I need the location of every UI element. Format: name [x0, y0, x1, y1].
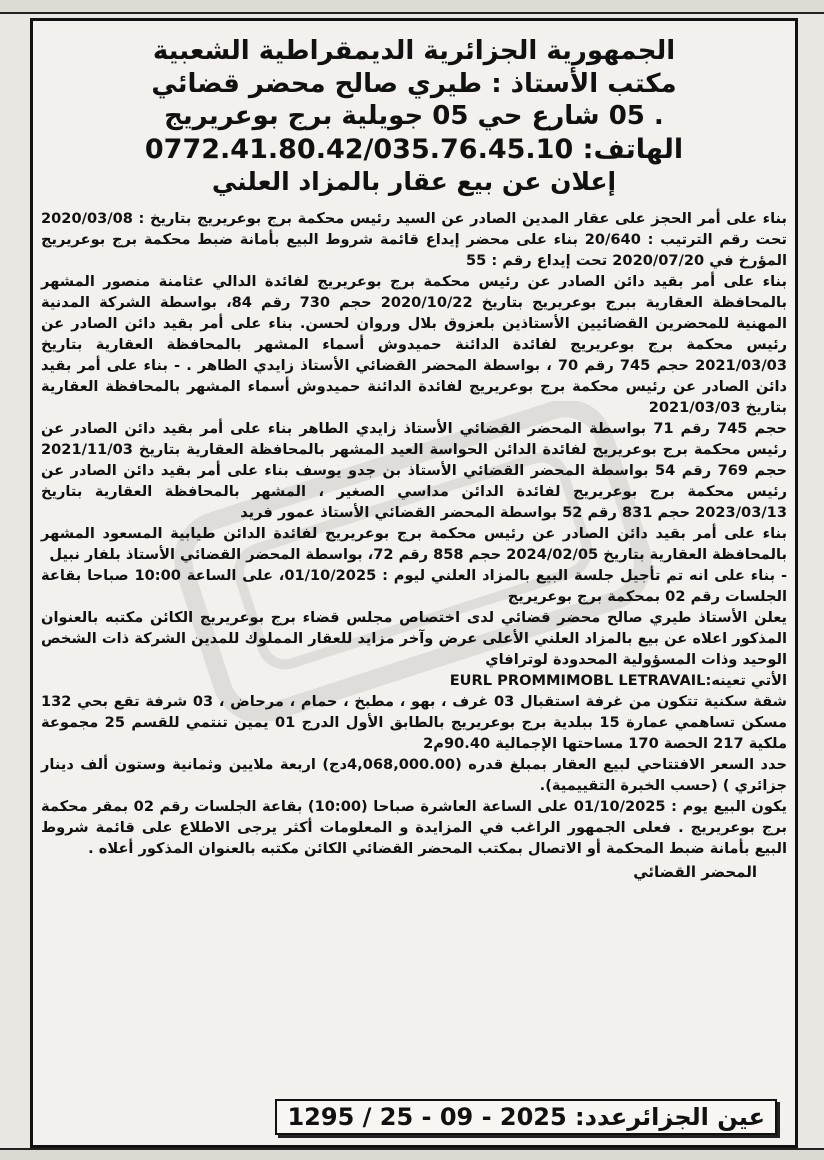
paragraph-announcement: يعلن الأستاذ طيري صالح محضر قضائي لدى اختصاص مجلس قضاء برج بوعريريج الكائن مكتبه بالعنوان المذكور اعلاه عن بيع بالمزاد العلني الأعلى عرض وآخر مزايد للعقار المملوك للمدين الشركة ذات الشخص الوحيد وذات المسؤولية المحدودة لوترافاي: [41, 608, 787, 668]
bottom-page-edge: [0, 1148, 824, 1160]
paragraph-postponement: - بناء على انه تم تأجيل جلسة البيع بالمزاد العلني ليوم : 01/10/2025، على الساعة 10:00 صباحا بقاعة الجلسات رقم 02 بمحكمة برج بوعريريج: [41, 566, 788, 605]
paragraph-creditor-1: بناء على أمر بقيد دائن الصادر عن رئيس محكمة برج بوعريريج لفائدة الدالي عثامنة منصور المشهر بالمحافظة العقارية ببرج بوعريريج بتاريخ 2020/10/22 حجم 730 رقم 84، بواسطة الشركة المدنية المهنية للمحضرين القضائيين الأستاذين بلعزوق بلال وروان لحسن. بناء على أمر بقيد دائن الصادر عن رئيس محكمة برج بوعريريج لفائدة الدائنة حميدوش أسماء المشهر بالمحافظة العقارية بتاريخ 2021/03/03 حجم 745 رقم 70 ، بواسطة المحضر القضائي الأستاذ زايدي الطاهر . - بناء على أمر بقيد دائن الصادر عن رئيس محكمة برج بوعريريج لفائدة الدائنة حميدوش أسماء المشهر بالمحافظة العقارية بتاريخ 2021/03/03: [41, 272, 787, 416]
paragraph-company-name: الأتي تعينه:EURL PROMMIMOBL LETRAVAIL: [449, 671, 787, 689]
publication-label: عين الجزائرعدد:: [575, 1103, 765, 1131]
notice-content: [33, 21, 795, 1145]
legal-notice-frame: [30, 18, 798, 1148]
republic-title: الجمهورية الجزائرية الديمقراطية الشعبية: [152, 36, 676, 66]
paragraph-sale-date: يكون البيع يوم : 01/10/2025 على الساعة العاشرة صباحا (10:00) بقاعة الجلسات رقم 02 بمقر محكمة برج بوعريريج . فعلى الجمهور الراغب في المزايدة و المعلومات أكثر يرجى الاطلاع على قائمة شروط البيع بأمانة ضبط المحكمة أو الاتصال بمكتب المحضر القضائي الكائن مكتبه بالعنوان المذكور أعلاه .: [41, 797, 787, 857]
signature-label: المحضر القضائي: [633, 862, 757, 881]
notice-body: [41, 208, 787, 859]
notice-header: [41, 35, 787, 198]
paragraph-creditor-3: بناء على أمر بقيد دائن الصادر عن رئيس محكمة برج بوعريريج لفائدة الدائن طيابية المسعود المشهر بالمحافظة العقارية بتاريخ 2024/02/05 حجم 858 رقم 72، بواسطة المحضر القضائي الأستاذ بلفار نبيل: [41, 524, 787, 563]
phone-numbers: 0772.41.80.42/035.76.45.10: [144, 133, 574, 165]
paragraph-seizure-order: بناء على أمر الحجز على عقار المدين الصادر عن السيد رئيس محكمة برج بوعريريج بتاريخ : 2020/03/08 تحت رقم الترتيب : 20/640 بناء على محضر إيداع قائمة شروط البيع بأمانة ضبط محكمة برج بوعريريج المؤرخ في 2020/07/20 تحت إيداع رقم : 55: [41, 209, 787, 269]
phone-label: الهاتف:: [582, 133, 684, 165]
publication-reference-box: [275, 1099, 777, 1135]
paragraph-creditor-2: حجم 745 رقم 71 بواسطة المحضر القضائي الأستاذ زايدي الطاهر بناء على أمر بقيد دائن الصادر عن رئيس محكمة برج بوعريريج لفائدة الدائن الحواسة العيد المشهر بالمحافظة العقارية بتاريخ 2021/11/03 حجم 769 رقم 54 بواسطة المحضر القضائي الأستاذ بن جدو يوسف بناء على أمر بقيد دائن الصادر عن رئيس محكمة برج بوعريريج لفائدة الدائن مداسي الصغير ، المشهر بالمحافظة العقارية بتاريخ 2023/03/13 حجم 831 رقم 52 بواسطة المحضر القضائي الأستاذ عمور فريد: [41, 419, 787, 521]
paragraph-property-description: شقة سكنية تتكون من غرفة استقبال 03 غرف ، بهو ، مطبخ ، حمام ، مرحاض ، 03 شرفة تقع بحي 132 مسكن تساهمي عمارة 15 ببلدية برج بوعريريج بالطابق الأول الدرج 01 يمين تنتمي للقسم 25 مجموعة ملكية 217 الحصة 170 مساحتها الإجمالية 90.40م2: [41, 692, 788, 752]
office-address: . 05 شارع حي 05 جويلية برج بوعريريج: [164, 101, 664, 131]
footer-row: [43, 1099, 777, 1139]
paragraph-opening-price: حدد السعر الافتتاحي لبيع العقار بمبلغ قدره (4,068,000.00دج) اربعة ملايين وثمانية وستون ألف دينار جزائري ) (حسب الخبرة التقييمية).: [41, 755, 787, 794]
ad-title: إعلان عن بيع عقار بالمزاد العلني: [211, 167, 617, 197]
phone-line: [41, 133, 787, 167]
publication-number: 1295 / 25 - 09 - 2025: [287, 1103, 567, 1131]
office-name: مكتب الأستاذ : طيري صالح محضر قضائي: [151, 68, 677, 99]
top-page-edge: [0, 0, 824, 14]
